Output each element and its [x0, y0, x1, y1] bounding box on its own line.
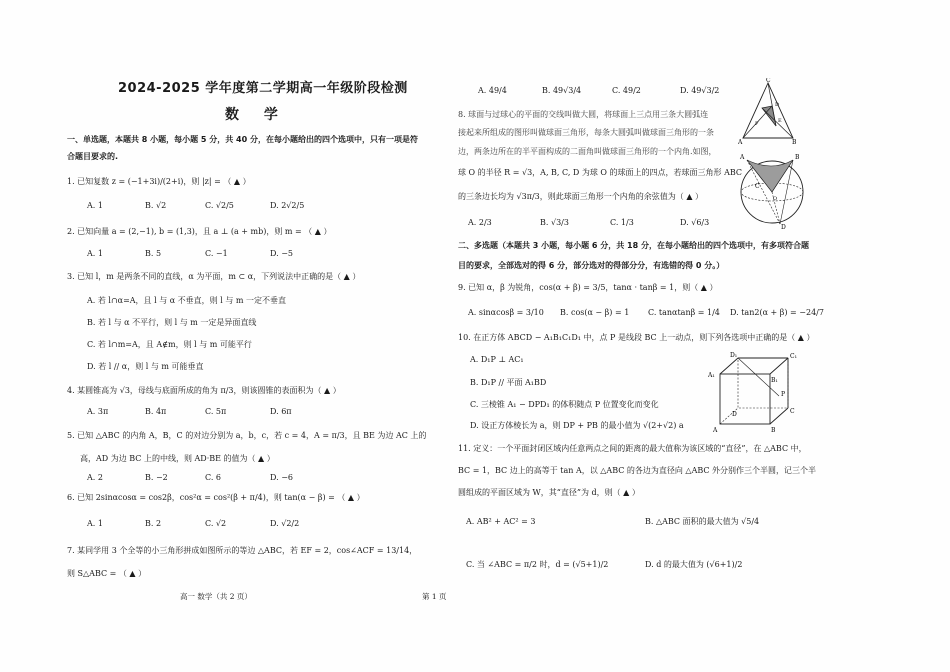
q1-opt-d: D. 2√2/5	[270, 201, 305, 210]
q10-opt-b: B. D₁P // 平面 A₁BD	[470, 378, 547, 387]
q10-opt-c: C. 三棱锥 A₁ − DPD₁ 的体积随点 P 位置变化而变化	[470, 400, 659, 409]
q9-opt-d: D. tan2(α + β) = −24/7	[730, 308, 824, 317]
q6-opt-b: B. 2	[145, 519, 162, 528]
q3-stem: 3. 已知 l，m 是两条不同的直线，α 为平面，m ⊂ α，下列说法中正确的是（ ▲ ）	[67, 272, 361, 281]
q7-label-f: F	[755, 121, 759, 127]
q10-label-c1: C₁	[790, 353, 797, 360]
section1-line1: 一、单选题，本题共 8 小题，每小题 5 分，共 40 分，在每小题给出的四个选项中，只有一项是符	[67, 135, 418, 144]
q5-opt-a: A. 2	[87, 473, 103, 482]
q3-opt-c: C. 若 l∩m=A，且 A∉m，则 l 与 m 可能平行	[87, 340, 252, 349]
q8-line5: 的三条边长均为 √3π/3，则此球面三角形一个内角的余弦值为（ ▲ ）	[458, 192, 704, 201]
q5-opt-d: D. −6	[270, 473, 294, 482]
q8-line3: 边，两条边所在的半平面构成的二面角叫做球面三角形的一个内角.如图，	[458, 147, 717, 156]
q10-label-b1: B₁	[771, 377, 778, 384]
q7-stem2: 则 S△ABC = （ ▲ ）	[67, 569, 147, 578]
q3-opt-b: B. 若 l 与 α 不平行，则 l 与 m 一定是异面直线	[87, 318, 257, 327]
q8-opt-d: D. √6/3	[680, 218, 710, 227]
q10-opt-a: A. D₁P ⊥ AC₁	[470, 355, 524, 364]
q10-label-a: A	[713, 427, 718, 434]
q7-opt-c: C. 49/2	[612, 86, 641, 95]
q5-stem2: 高，AD 为边 BC 上的中线，则 AD·BE 的值为（ ▲ ）	[80, 454, 275, 463]
q10-label-d1: D₁	[730, 352, 738, 359]
q11-opt-b: B. △ABC 面积的最大值为 √5/4	[645, 517, 760, 526]
q9-opt-a: A. sinαcosβ = 3/10	[468, 308, 544, 317]
q11-line2: BC = 1，BC 边上的高等于 tan A，以 △ABC 的各边为直径向 △ABC 外分别作三个半圆，记三个半	[458, 466, 817, 475]
q8-label-d: D	[781, 224, 786, 230]
q8-line4: 球 O 的半径 R = √3，A, B, C, D 为球 O 的球面上的四点，若球面三角形 ABC	[458, 168, 743, 177]
q2-opt-b: B. 5	[145, 249, 162, 258]
page-title: 2024-2025 学年度第二学期高一年级阶段检测	[118, 81, 408, 96]
q8-label-b: B	[795, 154, 800, 161]
q10-label-b: B	[771, 427, 776, 434]
q11-opt-d: D. d 的最大值为 (√6+1)/2	[645, 560, 743, 569]
q8-opt-b: B. √3/3	[540, 218, 569, 227]
section1-line2: 合题目要求的.	[67, 152, 119, 161]
q2-opt-d: D. −5	[270, 249, 294, 258]
q8-opt-c: C. 1/3	[610, 218, 634, 227]
q6-opt-d: D. √2/2	[270, 519, 300, 528]
q11-opt-a: A. AB² + AC² = 3	[466, 517, 536, 526]
q9-stem: 9. 已知 α，β 为锐角，cos(α + β) = 3/5，tanα · tanβ = 1，则（ ▲ ）	[458, 283, 718, 292]
subject-title: 数 学	[225, 107, 288, 123]
q9-opt-c: C. tanαtanβ = 1/4	[648, 308, 720, 317]
q10-label-a1: A₁	[708, 372, 715, 379]
q5-stem: 5. 已知 △ABC 的内角 A，B，C 的对边分别为 a，b，c，若 c = 4，A = π/3，且 BE 为边 AC 上的	[67, 431, 427, 440]
q4-opt-d: D. 6π	[270, 407, 292, 416]
q4-stem: 4. 某圆锥高为 √3，母线与底面所成的角为 π/3，则该圆锥的表面积为（ ▲ ）	[67, 386, 341, 395]
q5-opt-b: B. −2	[145, 473, 168, 482]
q2-stem: 2. 已知向量 a = (2,−1), b = (1,3)，且 a ⊥ (a + mb)，则 m = （ ▲ ）	[67, 227, 332, 236]
q7-stem: 7. 某同学用 3 个全等的小三角形拼成如图所示的等边 △ABC，若 EF = 2，cos∠ACF = 13/14，	[67, 546, 418, 555]
q10-label-c: C	[790, 408, 795, 415]
q9-opt-b: B. cos(α − β) = 1	[560, 308, 630, 317]
q1-opt-b: B. √2	[145, 201, 167, 210]
q10-stem: 10. 在正方体 ABCD − A₁B₁C₁D₁ 中，点 P 是线段 BC 上一动点，则下列各选项中正确的是（ ▲ ）	[458, 333, 815, 342]
q11-opt-c: C. 当 ∠ABC = π/2 时，d = (√5+1)/2	[466, 560, 609, 569]
q3-opt-a: A. 若 l∩α=A，且 l 与 α 不垂直，则 l 与 m 一定不垂直	[87, 296, 286, 305]
footer-left: 高一 数学（共 2 页）	[180, 592, 252, 601]
q6-opt-a: A. 1	[87, 519, 103, 528]
q8-label-o: O	[773, 196, 778, 202]
q7-label-c: C	[766, 78, 771, 84]
q8-line1: 8. 球面与过球心的平面的交线叫做大圆，将球面上三点用三条大圆弧连	[458, 110, 709, 119]
q1-opt-a: A. 1	[87, 201, 103, 210]
q7-label-b: B	[792, 139, 797, 146]
q11-line3: 圆组成的平面区域为 W，其“直径”为 d，则（ ▲ ）	[458, 488, 640, 497]
q7-triangle-figure	[738, 78, 798, 148]
q2-opt-c: C. −1	[205, 249, 228, 258]
q1-stem: 1. 已知复数 z = (−1+3i)/(2+i)，则 |z| = （ ▲ ）	[67, 177, 251, 186]
q6-stem: 6. 已知 2sinαcosα = cos2β，cos²α = cos²(β + π/4)，则 tan(α − β) = （ ▲ ）	[67, 493, 365, 502]
q4-opt-b: B. 4π	[145, 407, 167, 416]
q10-opt-d: D. 设正方体棱长为 a，则 DP + PB 的最小值为 √(2+√2) a	[470, 421, 684, 430]
q4-opt-c: C. 5π	[205, 407, 227, 416]
q7-label-a: A	[738, 139, 743, 146]
q7-label-e: E	[778, 118, 782, 124]
q10-label-d: D	[732, 411, 737, 418]
q8-line2: 接起来所组成的图形叫做球面三角形，每条大圆弧叫做球面三角形的一条	[458, 128, 714, 137]
q7-label-d: D	[775, 102, 780, 108]
footer-right: 第 1 页	[422, 592, 447, 601]
q7-opt-d: D. 49√3/2	[680, 86, 720, 95]
q11-line1: 11. 定义：一个平面封闭区域内任意两点之间的距离的最大值称为该区域的“直径”，在 △ABC 中，	[458, 444, 807, 453]
q3-opt-d: D. 若 l // α，则 l 与 m 可能垂直	[87, 362, 204, 371]
q8-opt-a: A. 2/3	[468, 218, 492, 227]
q5-opt-c: C. 6	[205, 473, 222, 482]
q6-opt-c: C. √2	[205, 519, 227, 528]
q1-opt-c: C. √2/5	[205, 201, 234, 210]
section2-line2: 目的要求，全部选对的得 6 分，部分选对的得部分分，有选错的得 0 分。）	[458, 261, 725, 270]
q8-label-c: C	[755, 183, 760, 190]
q10-cube-figure	[708, 350, 803, 445]
q7-opt-b: B. 49√3/4	[542, 86, 582, 95]
q8-sphere-figure	[735, 150, 810, 230]
q2-opt-a: A. 1	[87, 249, 103, 258]
section2-line1: 二、多选题（本题共 3 小题，每小题 6 分，共 18 分，在每小题给出的四个选项中，有多项符合题	[458, 241, 809, 250]
q7-opt-a: A. 49/4	[478, 86, 507, 95]
q4-opt-a: A. 3π	[87, 407, 109, 416]
q10-label-p: P	[781, 391, 786, 398]
q8-label-a: A	[740, 154, 745, 161]
